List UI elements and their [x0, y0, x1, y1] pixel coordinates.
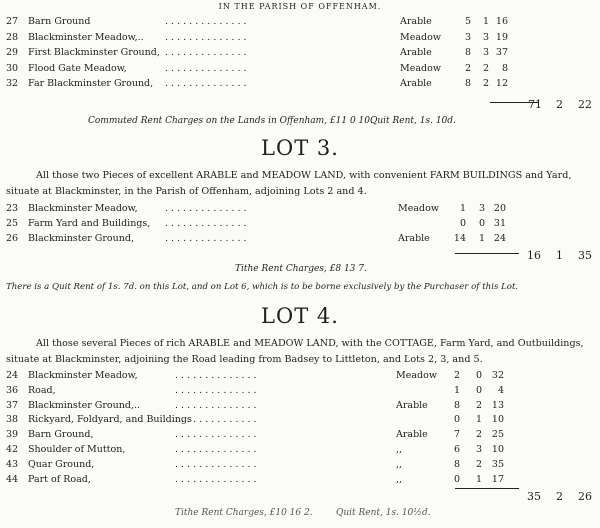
lot4-total-acres: 35 — [527, 490, 541, 503]
acres: 0 — [453, 414, 460, 426]
table-row — [0, 429, 600, 441]
lot3-total-roods: 1 — [556, 249, 563, 262]
roods: 3 — [475, 444, 482, 455]
perches: 12 — [495, 78, 508, 89]
perches: 19 — [495, 31, 508, 43]
roods: 3 — [482, 31, 489, 43]
perches: 25 — [491, 429, 504, 441]
plot-number: 32 — [6, 78, 19, 89]
acres: 0 — [459, 218, 466, 229]
roods: 0 — [475, 370, 482, 381]
acres: 1 — [453, 384, 460, 396]
dot-leader: . . . . . . . . . . . . . . — [175, 399, 257, 411]
land-use: Arable — [400, 47, 432, 58]
land-use: Meadow — [400, 62, 441, 74]
lot4-total-roods: 2 — [556, 490, 563, 503]
perches: 4 — [497, 384, 504, 396]
dot-leader: . . . . . . . . . . . . . . — [175, 429, 257, 441]
lot3-heading: LOT 3. — [261, 136, 339, 160]
roods: 3 — [478, 203, 485, 214]
dot-leader: . . . . . . . . . . . . . . — [165, 233, 247, 244]
lot3-quit-rent-note: There is a Quit Rent of 1s. 7d. on this Lot, and on Lot 6, which is to be borne exclusively by the Purchaser of this Lot. — [6, 282, 519, 292]
lot4-description-line2: situate at Blackminster, adjoining the Road leading from Badsey to Littleton, and Lots 2, 3, and 5. — [6, 354, 483, 365]
lot3-description-line2: situate at Blackminster, in the Parish of Offenham, adjoining Lots 2 and 4. — [6, 186, 367, 197]
roods: 2 — [475, 458, 482, 470]
field-name: Blackminster Meadow,.. — [28, 31, 144, 43]
acres: 1 — [459, 203, 466, 214]
dot-leader: . . . . . . . . . . . . . . — [165, 16, 247, 27]
acres: 8 — [453, 399, 460, 411]
land-use: ,, — [396, 458, 403, 470]
dot-leader: . . . . . . . . . . . . . . — [175, 473, 257, 485]
roods: 1 — [482, 16, 489, 27]
field-name: Quar Ground, — [28, 458, 95, 470]
field-name: Blackminster Meadow, — [28, 203, 138, 214]
table-row — [0, 385, 600, 397]
acres: 2 — [453, 370, 460, 381]
land-use: Arable — [398, 233, 430, 244]
plot-number: 43 — [6, 458, 19, 470]
plot-number: 36 — [6, 384, 19, 396]
dot-leader: . . . . . . . . . . . . . . — [165, 218, 247, 229]
lot4-total-rule — [455, 488, 519, 489]
dot-leader: . . . . . . . . . . . . . . — [165, 203, 247, 214]
perches: 10 — [491, 444, 504, 455]
land-use: ,, — [396, 473, 403, 485]
field-name: Part of Road, — [28, 473, 91, 485]
lot4-quit-rent: Quit Rent, 1s. 10½d. — [336, 508, 431, 518]
acres: 5 — [464, 16, 471, 27]
roods: 2 — [475, 399, 482, 411]
plot-number: 42 — [6, 444, 19, 455]
table-row — [0, 414, 600, 426]
lot4-tithe: Tithe Rent Charges, £10 16 2. — [175, 508, 313, 518]
land-use: Arable — [396, 399, 428, 411]
plot-number: 23 — [6, 203, 19, 214]
dot-leader: . . . . . . . . . . . . . . — [165, 62, 247, 74]
land-use: Meadow — [398, 203, 439, 214]
perches: 37 — [495, 47, 508, 58]
perches: 20 — [493, 203, 506, 214]
acres: 0 — [453, 473, 460, 485]
field-name: Flood Gate Meadow, — [28, 62, 127, 74]
plot-number: 30 — [6, 62, 19, 74]
perches: 10 — [491, 414, 504, 426]
field-name: Shoulder of Mutton, — [28, 444, 126, 455]
plot-number: 27 — [6, 16, 19, 27]
lot4-description-line1: All those several Pieces of rich ARABLE and MEADOW LAND, with the COTTAGE, Farm Yard, and Outbuildings, — [36, 338, 584, 349]
plot-number: 26 — [6, 233, 19, 244]
dot-leader: . . . . . . . . . . . . . . — [165, 31, 247, 43]
table-row — [0, 459, 600, 471]
acres: 8 — [464, 47, 471, 58]
table-row — [0, 370, 600, 382]
field-name: Far Blackminster Ground, — [28, 78, 154, 89]
section1-total-acres: 71 — [528, 98, 542, 111]
lot4-heading: LOT 4. — [261, 304, 339, 328]
perches: 16 — [495, 16, 508, 27]
roods: 2 — [482, 62, 489, 74]
section1-total-roods: 2 — [556, 98, 563, 111]
field-name: Blackminster Meadow, — [28, 370, 138, 381]
plot-number: 37 — [6, 399, 19, 411]
dot-leader: . . . . . . . . . . . . . . — [175, 370, 257, 381]
roods: 3 — [482, 47, 489, 58]
perches: 35 — [491, 458, 504, 470]
table-row — [0, 203, 600, 215]
plot-number: 28 — [6, 31, 19, 43]
dot-leader: . . . . . . . . . . . . . . — [175, 414, 257, 426]
field-name: Barn Ground, — [28, 429, 94, 441]
dot-leader: . . . . . . . . . . . . . . — [175, 384, 257, 396]
field-name: Blackminster Ground,.. — [28, 399, 141, 411]
land-use: ,, — [396, 444, 403, 455]
lot3-total-perches: 35 — [578, 249, 592, 262]
lot3-total-acres: 16 — [527, 249, 541, 262]
roods: 2 — [482, 78, 489, 89]
land-use: Arable — [400, 16, 432, 27]
page-header: IN THE PARISH OF OFFENHAM. — [218, 2, 382, 11]
table-row — [0, 47, 600, 59]
table-row — [0, 474, 600, 486]
plot-number: 24 — [6, 370, 19, 381]
table-row — [0, 63, 600, 75]
field-name: Barn Ground — [28, 16, 91, 27]
roods: 1 — [478, 233, 485, 244]
lot3-description-line1: All those two Pieces of excellent ARABLE and MEADOW LAND, with convenient FARM BUILDINGS and Yard, — [36, 170, 572, 181]
roods: 0 — [478, 218, 485, 229]
acres: 8 — [464, 78, 471, 89]
perches: 17 — [491, 473, 504, 485]
roods: 0 — [475, 384, 482, 396]
plot-number: 38 — [6, 414, 19, 426]
table-row — [0, 32, 600, 44]
acres: 2 — [464, 62, 471, 74]
acres: 3 — [464, 31, 471, 43]
table-row — [0, 218, 600, 230]
lot3-tithe: Tithe Rent Charges, £8 13 7. — [235, 264, 367, 274]
table-row — [0, 16, 600, 28]
land-use: Meadow — [400, 31, 441, 43]
perches: 24 — [493, 233, 506, 244]
plot-number: 39 — [6, 429, 19, 441]
plot-number: 25 — [6, 218, 19, 229]
field-name: First Blackminster Ground, — [28, 47, 160, 58]
section1-rent-note: Commuted Rent Charges on the Lands in Offenham, £11 0 10. — [88, 116, 373, 126]
plot-number: 44 — [6, 473, 19, 485]
section1-total-perches: 22 — [578, 98, 592, 111]
section1-quit-rent: Quit Rent, 1s. 10d. — [370, 116, 456, 126]
table-row — [0, 444, 600, 456]
land-use: Meadow — [396, 370, 437, 381]
dot-leader: . . . . . . . . . . . . . . — [165, 78, 247, 89]
field-name: Farm Yard and Buildings, — [28, 218, 151, 229]
dot-leader: . . . . . . . . . . . . . . — [175, 458, 257, 470]
roods: 1 — [475, 414, 482, 426]
acres: 6 — [453, 444, 460, 455]
acres: 7 — [453, 429, 460, 441]
plot-number: 29 — [6, 47, 19, 58]
perches: 8 — [501, 62, 508, 74]
acres: 14 — [453, 233, 466, 244]
perches: 32 — [491, 370, 504, 381]
acres: 8 — [453, 458, 460, 470]
field-name: Road, — [28, 384, 56, 396]
table-row — [0, 78, 600, 90]
field-name: Blackminster Ground, — [28, 233, 134, 244]
lot3-total-rule — [455, 253, 519, 254]
roods: 1 — [475, 473, 482, 485]
table-row — [0, 400, 600, 412]
dot-leader: . . . . . . . . . . . . . . — [165, 47, 247, 58]
table-row — [0, 233, 600, 245]
land-use: Arable — [400, 78, 432, 89]
perches: 13 — [491, 399, 504, 411]
land-use: Arable — [396, 429, 428, 441]
dot-leader: . . . . . . . . . . . . . . — [175, 444, 257, 455]
lot4-total-perches: 26 — [578, 490, 592, 503]
perches: 31 — [493, 218, 506, 229]
roods: 2 — [475, 429, 482, 441]
field-name: Rickyard, Foldyard, and Buildings — [28, 414, 192, 426]
